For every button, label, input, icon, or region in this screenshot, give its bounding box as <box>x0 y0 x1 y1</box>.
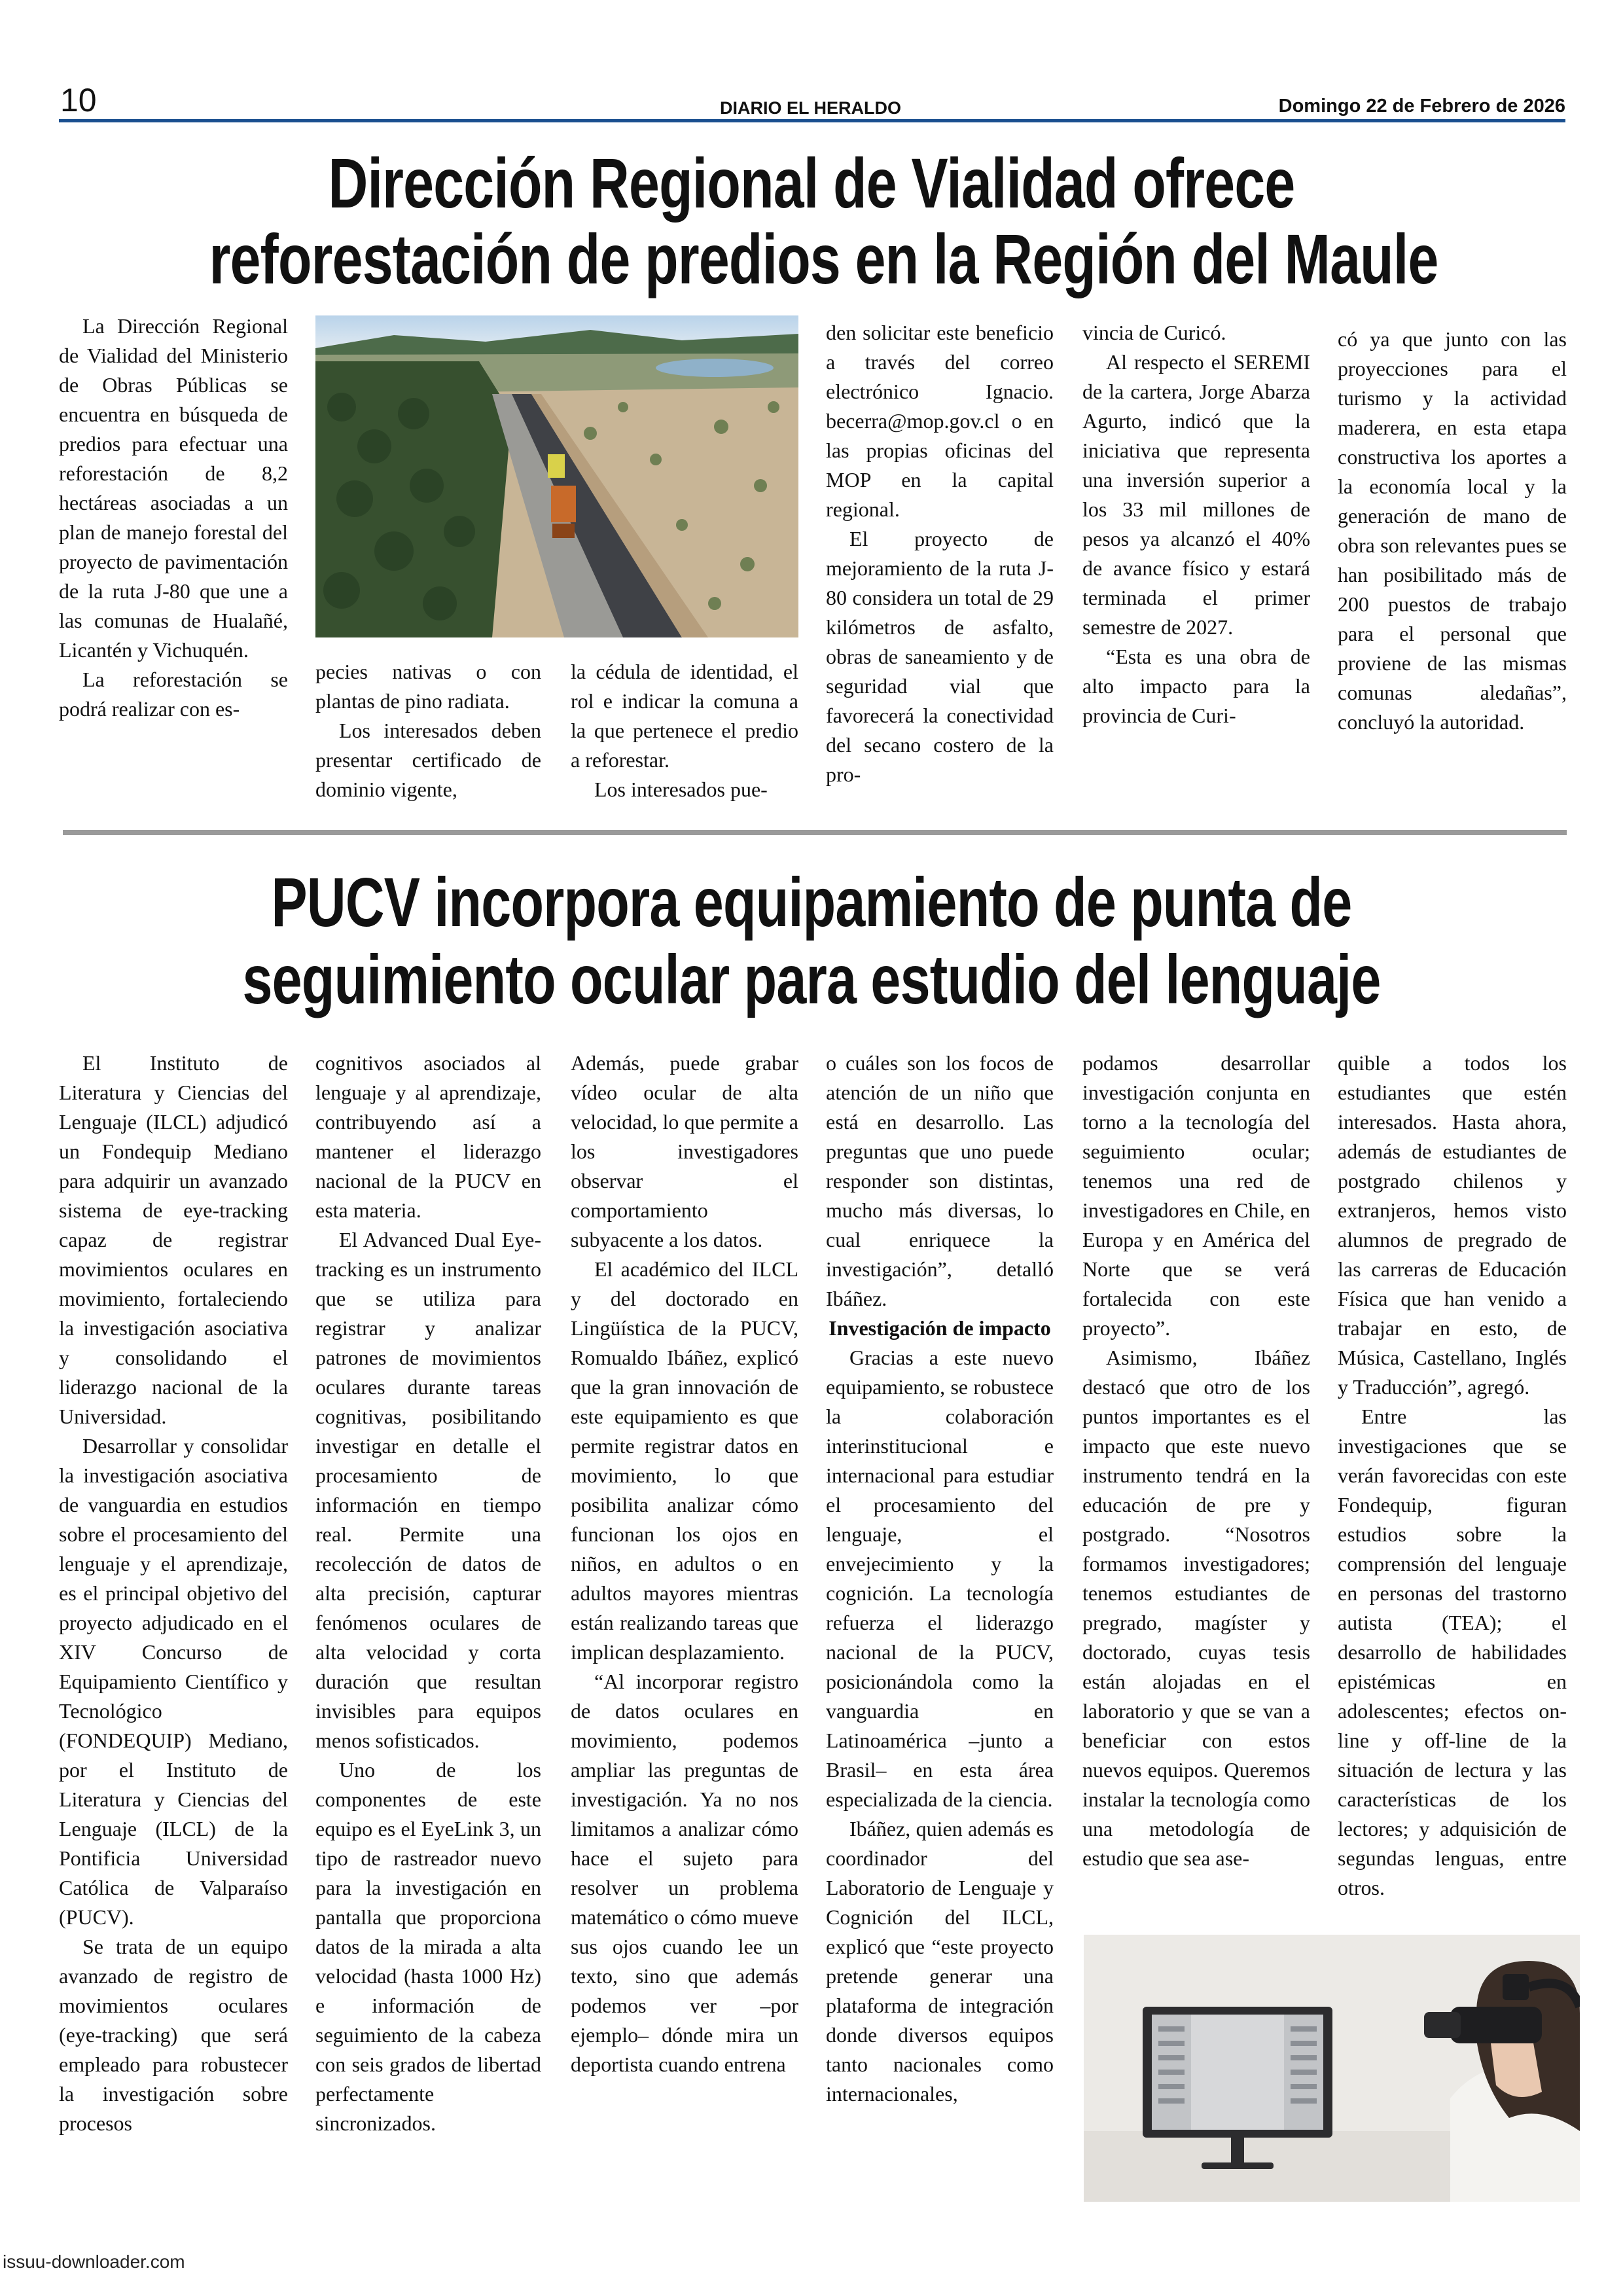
article1-paragraph: la cédula de identidad, el rol e indicar la comuna a la que pertenece el predio a reforestar. <box>571 660 798 772</box>
article1-column-5 <box>1082 318 1310 817</box>
article2-paragraph: Entre las investigaciones que se verán favorecidas con este Fondequip, figuran estudios sobre la comprensión del lenguaje en personas del trastorno autista (TEA); el desarrollo de habilidades epistémicas en adolescentes; efectos on-line y off-line de la situación de lectura y las características de los lectores; y adquisición de segundas lenguas, entre otros. <box>1338 1405 1567 1899</box>
road-aerial-photo <box>315 315 798 637</box>
article2-paragraph: o cuáles son los focos de atención de un niño que está en desarrollo. Las preguntas que uno puede responder son distintas, mucho más diversas, lo cual enriquece la investigación”, detalló Ibáñez. <box>826 1051 1054 1310</box>
article2-paragraph: El Advanced Dual Eye-tracking es un instrumento que se utiliza para registrar y analizar patrones de movimientos oculares durante tareas cognitivas, posibilitando investigar en detalle el procesamiento de información en tiempo real. Permite una recolección de datos de alta precisión, capturar fenómenos oculares de alta velocidad y corta duración que resultan invisibles para equipos menos sofisticados. <box>315 1228 541 1752</box>
article1-paragraph: Al respecto el SEREMI de la cartera, Jorge Abarza Agurto, indicó que la iniciativa que representa una inversión superior a los 33 mil millones de pesos ya alcanzó el 40% de avance físico y estará terminada el primer semestre de 2027. <box>1082 350 1310 639</box>
article2-column-1 <box>59 1049 288 2207</box>
article1-paragraph: Los interesados deben presentar certificado de dominio vigente, <box>315 719 541 801</box>
article2-paragraph: podamos desarrollar investigación conjunta en torno a la tecnología del seguimiento ocular; tenemos una red de investigadores en Chile, en Europa y en América del Norte que se verá fortalecida con este proyecto”. <box>1082 1051 1310 1340</box>
aerial-road-photo-icon <box>315 315 798 637</box>
article1-column-3 <box>571 657 798 817</box>
watermark: issuu-downloader.com <box>3 2251 185 2272</box>
article2-paragraph: El académico del ILCL y del doctorado en Lingüística de la PUCV, Romualdo Ibáñez, explicó que la gran innovación de este equipamiento es que permite registrar datos en movimiento, lo que posibilita analizar cómo funcionan los ojos en niños, en adultos o en adultos mayores mientras están realizando tareas que implican desplazamiento. <box>571 1257 798 1664</box>
article1-paragraph: La Dirección Regional de Vialidad del Ministerio de Obras Públicas se encuentra en búsqueda de predios para efectuar una reforestación de 8,2 hectáreas asociadas a un plan de manejo forestal del proyecto de pavimentación de la ruta J-80 que une a las comunas de Hualañé, Licantén y Vichuquén. <box>59 314 288 662</box>
article2-column-2 <box>315 1049 541 2207</box>
header-rule <box>59 119 1565 122</box>
eye-tracking-photo <box>1084 1935 1580 2202</box>
page-number: 10 <box>60 82 97 118</box>
article2-paragraph: Se trata de un equipo avanzado de registro de movimientos oculares (eye-tracking) que será empleado para robustecer la investigación sobre procesos <box>59 1935 288 2135</box>
article1-paragraph: vincia de Curicó. <box>1082 321 1226 344</box>
article1-paragraph: “Esta es una obra de alto impacto para la provincia de Curi- <box>1082 645 1310 727</box>
newspaper-name: DIARIO EL HERALDO <box>720 98 902 118</box>
article2-paragraph: Gracias a este nuevo equipamiento, se robustece la colaboración interinstitucional e internacional para estudiar el procesamiento del lenguaje, el envejecimiento y la cognición. La tecnología refuerza el liderazgo nacional de la PUCV, posicionándola como la vanguardia en Latinoamérica –junto a Brasil– en esta área especializada de la ciencia. <box>826 1346 1054 1811</box>
article2-paragraph: quible a todos los estudiantes que estén interesados. Hasta ahora, además de estudiantes de postgrado chilenos y extranjeros, hemos visto alumnos de pregrado de las carreras de Educación Física que han venido a trabajar en esto, de Música, Castellano, Inglés y Traducción”, agregó. <box>1338 1051 1567 1399</box>
article-separator <box>63 830 1567 835</box>
article1-paragraph: La reforestación se podrá realizar con es- <box>59 668 288 721</box>
article1-paragraph: pecies nativas o con plantas de pino radiata. <box>315 660 541 713</box>
article2-headline-line1: PUCV incorpora equipamiento de punta de <box>271 864 1352 941</box>
article2-paragraph: Desarrollar y consolidar la investigación asociativa de vanguardia en estudios sobre el procesamiento del lenguaje y el aprendizaje, es el principal objetivo del proyecto adjudicado en el XIV Concurso de Equipamiento Científico y Tecnológico (FONDEQUIP) Mediano, por el Instituto de Literatura y Ciencias del Lenguaje (ILCL) de la Pontificia Universidad Católica de Valparaíso (PUCV). <box>59 1434 288 1929</box>
article2-column-5 <box>1082 1049 1310 1919</box>
article1-column-4 <box>826 318 1054 817</box>
article2-paragraph: Ibáñez, quien además es coordinador del Laboratorio de Lenguaje y Cognición del ILCL, explicó que “este proyecto pretende generar una plataforma de integración donde diversos equipos tanto nacionales como internacionales, <box>826 1817 1054 2106</box>
article2-paragraph: cognitivos asociados al lenguaje y al aprendizaje, contribuyendo así a mantener el liderazgo nacional de la PUCV en esta materia. <box>315 1051 541 1222</box>
article2-column-3 <box>571 1049 798 2207</box>
article1-headline <box>209 143 1438 298</box>
article1-paragraph: El proyecto de mejoramiento de la ruta J-80 considera un total de 29 kilómetros de asfalto, obras de saneamiento y de seguridad vial que favorecerá la conectividad del secano costero de la pro- <box>826 527 1054 786</box>
issue-date: Domingo 22 de Febrero de 2026 <box>1278 96 1565 117</box>
article1-column-2 <box>315 657 541 817</box>
article1-headline-line2: reforestación de predios en la Región del Maule <box>209 219 1438 298</box>
article2-headline-line2: seguimiento ocular para estudio del lenguaje <box>242 941 1381 1018</box>
article2-paragraph: Uno de los componentes de este equipo es el EyeLink 3, un tipo de rastreador nuevo para la investigación en pantalla que proporciona datos de la mirada a alta velocidad (hasta 1000 Hz) e información de seguimiento de la cabeza con seis grados de libertad perfectamente sincronizados. <box>315 1758 541 2135</box>
article2-paragraph: El Instituto de Literatura y Ciencias del Lenguaje (ILCL) adjudicó un Fondequip Mediano para adquirir un avanzado sistema de eye-tracking capaz de registrar movimientos oculares en movimiento, fortaleciendo la investigación asociativa y consolidando el liderazgo nacional de la Universidad. <box>59 1051 288 1428</box>
article2-paragraph: Además, puede grabar vídeo ocular de alta velocidad, lo que permite a los investigadores observar el comportamiento subyacente a los datos. <box>571 1051 798 1251</box>
article1-column-1 <box>59 312 288 816</box>
article2-paragraph: Asimismo, Ibáñez destacó que otro de los puntos importantes es el impacto que este nuevo instrumento tendrá en la educación de pre y postgrado. “Nosotros formamos investigadores; tenemos estudiantes de pregrado, magíster y doctorado, cuyas tesis están alojadas en el laboratorio y que se van a beneficiar con estos nuevos equipos. Queremos instalar la tecnología como una metodología de estudio que sea ase- <box>1082 1346 1310 1870</box>
article2-paragraph: “Al incorporar registro de datos oculares en movimiento, podemos ampliar las preguntas de investigación. Ya no nos limitamos a analizar cómo hace el sujeto para resolver un problema matemático o cómo mueve sus ojos cuando lee un texto, sino que además podemos ver –por ejemplo– dónde mira un deportista cuando entrena <box>571 1670 798 2076</box>
article1-headline-line1: Dirección Regional de Vialidad ofrece <box>328 143 1295 223</box>
article1-paragraph: Los interesados pue- <box>594 778 768 801</box>
article1-paragraph: có ya que junto con las proyecciones para el turismo y la actividad maderera, en esta etapa constructiva los aportes a la economía local y la generación de mano de obra son relevantes pues se han posibilitado más de 200 puestos de trabajo para el personal que proviene de las mismas comunas aledañas”, concluyó la autoridad. <box>1338 327 1567 734</box>
article2-subheading: Investigación de impacto <box>829 1316 1051 1340</box>
eye-tracking-lab-photo-icon <box>1084 1935 1580 2202</box>
article1-paragraph: den solicitar este beneficio a través del correo electrónico Ignacio. becerra@mop.gov.cl o en las propias oficinas del MOP en la capital regional. <box>826 321 1054 521</box>
article2-column-6 <box>1338 1049 1567 1919</box>
article2-headline <box>209 864 1414 1018</box>
article1-column-6 <box>1338 325 1567 817</box>
article2-column-4 <box>826 1049 1054 2207</box>
